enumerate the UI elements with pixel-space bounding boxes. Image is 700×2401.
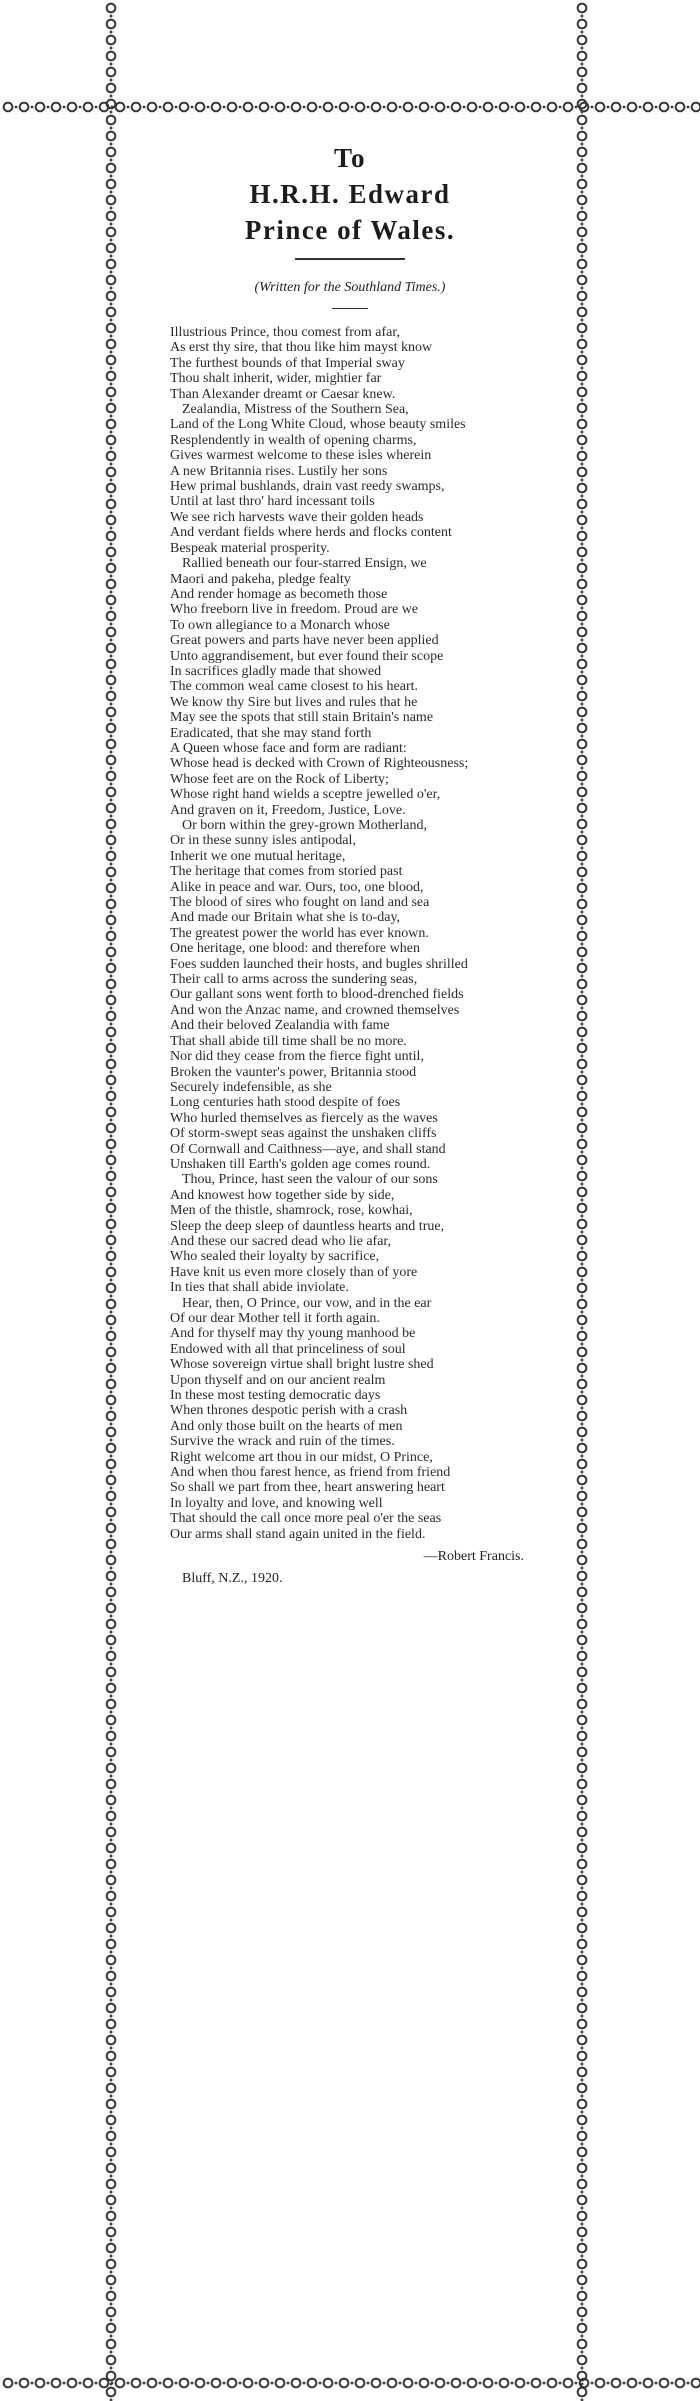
poem-line: And graven on it, Freedom, Justice, Love. bbox=[170, 802, 406, 818]
poem-line: Alike in peace and war. Ours, too, one blood, bbox=[170, 879, 424, 895]
poem-line: And when thou farest hence, as friend from friend bbox=[170, 1465, 451, 1481]
poem-line: Sleep the deep sleep of dauntless hearts and true, bbox=[170, 1218, 445, 1234]
title-divider bbox=[295, 258, 405, 260]
poem-line: That should the call once more peal o'er the seas bbox=[170, 1511, 442, 1527]
poem-line: And made our Britain what she is to-day, bbox=[170, 910, 401, 926]
poem-article bbox=[170, 140, 530, 1588]
poem-line: In loyalty and love, and knowing well bbox=[170, 1495, 383, 1511]
poem-line: And only those built on the hearts of men bbox=[170, 1418, 403, 1434]
poem-line: The furthest bounds of that Imperial sway bbox=[170, 355, 405, 371]
poem-line: Foes sudden launched their hosts, and bugles shrilled bbox=[170, 956, 468, 972]
poem-line: In ties that shall abide inviolate. bbox=[170, 1280, 349, 1296]
author-signature: —Robert Francis. bbox=[423, 1549, 524, 1565]
poem-body bbox=[170, 325, 530, 1542]
ornamental-border-left bbox=[100, 0, 122, 2401]
poem-line: Resplendently in wealth of opening charms, bbox=[170, 432, 417, 448]
poem-line: Gives warmest welcome to these isles wherein bbox=[170, 448, 432, 464]
poem-line: Upon thyself and on our ancient realm bbox=[170, 1372, 386, 1388]
poem-line: Hew primal bushlands, drain vast reedy swamps, bbox=[170, 479, 445, 495]
title-line-2: H.R.H. Edward bbox=[249, 179, 451, 209]
poem-line: The common weal came closest to his heart. bbox=[170, 679, 419, 695]
poem-line: Of Cornwall and Caithness—aye, and shall stand bbox=[170, 1141, 446, 1157]
poem-line: And for thyself may thy young manhood be bbox=[170, 1326, 416, 1342]
poem-line: And their beloved Zealandia with fame bbox=[170, 1018, 390, 1034]
poem-line: Thou, Prince, hast seen the valour of our sons bbox=[182, 1172, 438, 1188]
poem-line: We see rich harvests wave their golden heads bbox=[170, 509, 424, 525]
poem-line: Bespeak material prosperity. bbox=[170, 540, 330, 556]
poem-line: That shall abide till time shall be no more. bbox=[170, 1033, 407, 1049]
poem-line: Land of the Long White Cloud, whose beauty smiles bbox=[170, 417, 466, 433]
poem-line: Zealandia, Mistress of the Southern Sea, bbox=[182, 402, 409, 418]
poem-line: Whose sovereign virtue shall bright lustre shed bbox=[170, 1357, 434, 1373]
poem-line: Whose head is decked with Crown of Righteousness; bbox=[170, 756, 469, 772]
poem-line: Unto aggrandisement, but ever found their scope bbox=[170, 648, 444, 664]
poem-line: We know thy Sire but lives and rules that he bbox=[170, 694, 418, 710]
poem-line: May see the spots that still stain Britain's name bbox=[170, 710, 434, 726]
poem-line: And these our sacred dead who lie afar, bbox=[170, 1233, 392, 1249]
poem-line: A Queen whose face and form are radiant: bbox=[170, 740, 407, 756]
poem-line: Long centuries hath stood despite of foes bbox=[170, 1095, 401, 1111]
ornamental-border-right bbox=[571, 0, 593, 2401]
poem-line: Of our dear Mother tell it forth again. bbox=[170, 1311, 380, 1326]
poem-line: Who freeborn live in freedom. Proud are we bbox=[170, 602, 419, 618]
poem-line: Our arms shall stand again united in the field. bbox=[170, 1526, 426, 1542]
poem-line: And knowest how together side by side, bbox=[170, 1187, 395, 1203]
poem-line: A new Britannia rises. Lustily her sons bbox=[170, 463, 388, 479]
poem-line: Nor did they cease from the fierce fight until, bbox=[170, 1049, 424, 1065]
poem-line: Great powers and parts have never been applied bbox=[170, 633, 439, 649]
poem-line: Who hurled themselves as fiercely as the waves bbox=[170, 1110, 438, 1126]
poem-line: And verdant fields where herds and flocks content bbox=[170, 525, 452, 541]
byline: (Written for the Southland Times.) bbox=[254, 280, 446, 295]
title-line-3: Prince of Wales. bbox=[244, 215, 456, 245]
poem-title bbox=[170, 140, 530, 248]
poem-line: Their call to arms across the sundering seas, bbox=[170, 972, 418, 988]
poem-line: In sacrifices gladly made that showed bbox=[170, 663, 382, 679]
byline-divider bbox=[332, 308, 368, 309]
poem-line: Rallied beneath our four-starred Ensign, we bbox=[182, 556, 427, 572]
poem-line: And render homage as becometh those bbox=[170, 586, 388, 602]
poem-line: One heritage, one blood: and therefore when bbox=[170, 941, 420, 957]
poem-line: Securely indefensible, as she bbox=[170, 1079, 332, 1095]
poem-line: Inherit we one mutual heritage, bbox=[170, 848, 346, 864]
poem-line: The blood of sires who fought on land and sea bbox=[170, 895, 430, 911]
poem-line: Or born within the grey-grown Motherland, bbox=[182, 818, 427, 833]
poem-line: In these most testing democratic days bbox=[170, 1388, 381, 1404]
poem-line: To own allegiance to a Monarch whose bbox=[170, 617, 390, 633]
poem-line: Eradicated, that she may stand forth bbox=[170, 725, 372, 741]
poem-line: Our gallant sons went forth to blood-drenched fields bbox=[170, 987, 464, 1003]
poem-line: Of storm-swept seas against the unshaken cliffs bbox=[170, 1126, 437, 1142]
poem-line: Broken the vaunter's power, Britannia stood bbox=[170, 1064, 417, 1080]
poem-line: Illustrious Prince, thou comest from afar, bbox=[170, 325, 400, 340]
poem-line: Or in these sunny isles antipodal, bbox=[170, 833, 356, 849]
poem-line: The heritage that comes from storied past bbox=[170, 864, 403, 880]
poem-line: Unshaken till Earth's golden age comes round. bbox=[170, 1156, 431, 1172]
poem-line: Maori and pakeha, pledge fealty bbox=[170, 571, 351, 587]
poem-line: As erst thy sire, that thou like him mayst know bbox=[170, 340, 433, 356]
poem-line: Whose feet are on the Rock of Liberty; bbox=[170, 771, 389, 787]
poem-line: Thou shalt inherit, wider, mightier far bbox=[170, 371, 382, 387]
place-date: Bluff, N.Z., 1920. bbox=[182, 1571, 283, 1587]
poem-line: Endowed with all that princeliness of soul bbox=[170, 1341, 406, 1357]
poem-line: Than Alexander dreamt or Caesar knew. bbox=[170, 386, 396, 402]
poem-line: Have knit us even more closely than of yore bbox=[170, 1264, 418, 1280]
poem-line: Who sealed their loyalty by sacrifice, bbox=[170, 1249, 380, 1265]
poem-line: And won the Anzac name, and crowned themselves bbox=[170, 1002, 460, 1018]
poem-line: The greatest power the world has ever known. bbox=[170, 925, 429, 941]
poem-line: When thrones despotic perish with a crash bbox=[170, 1403, 408, 1419]
poem-line: Whose right hand wields a sceptre jewelled o'er, bbox=[170, 787, 441, 803]
poem-line: Right welcome art thou in our midst, O Prince, bbox=[170, 1449, 433, 1465]
poem-line: Men of the thistle, shamrock, rose, kowhai, bbox=[170, 1203, 413, 1219]
poem-line: Survive the wrack and ruin of the times. bbox=[170, 1434, 395, 1450]
title-line-1: To bbox=[333, 143, 367, 173]
poem-line: So shall we part from thee, heart answering heart bbox=[170, 1480, 445, 1496]
poem-line: Until at last thro' hard incessant toils bbox=[170, 494, 375, 510]
poem-line: Hear, then, O Prince, our vow, and in the ear bbox=[182, 1295, 432, 1311]
